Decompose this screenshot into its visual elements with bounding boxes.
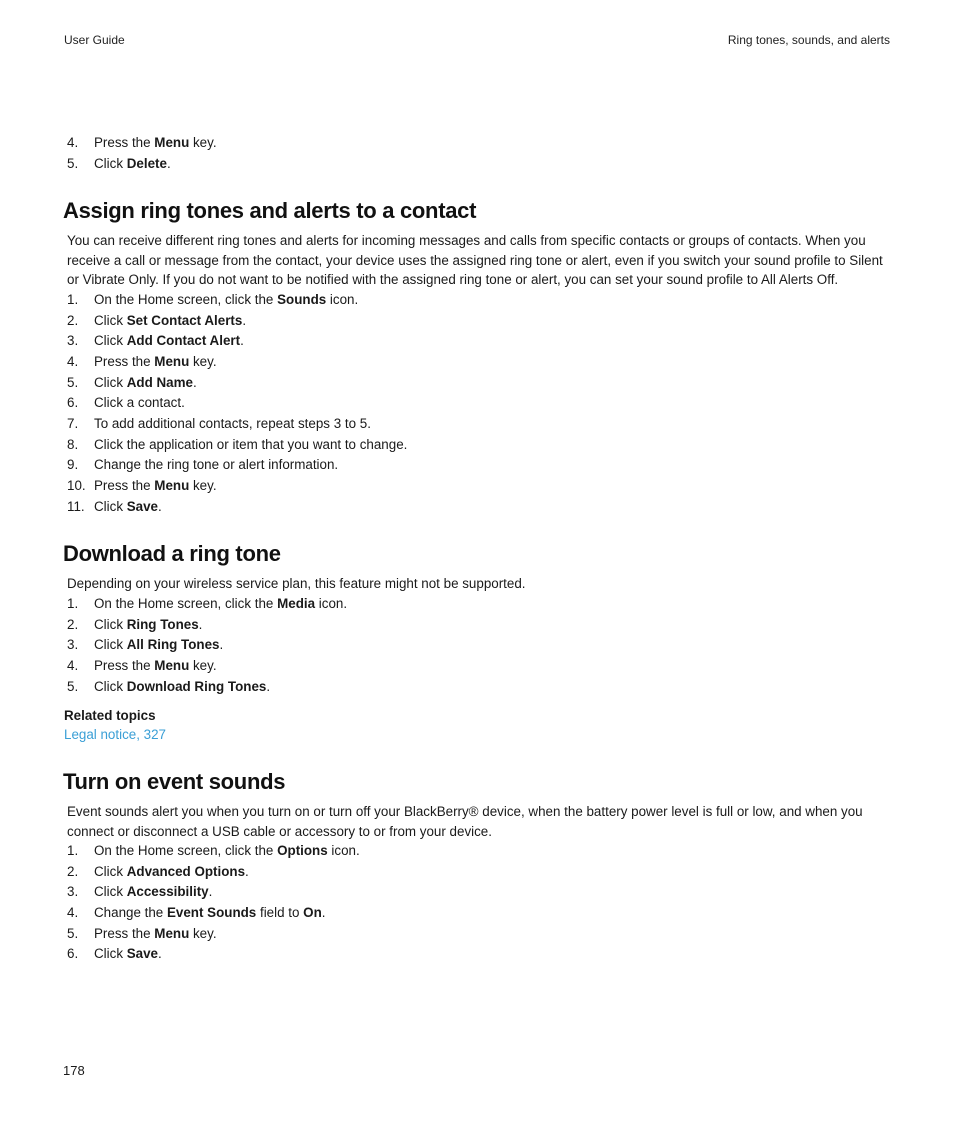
- section-paragraph: You can receive different ring tones and alerts for incoming messages and calls from specific contacts or groups of contacts. When you receive a call or message from the contact, your device uses the assigned ring tone or alert, even if you switch your sound profile to Silent or Vibrate Only. If you do not want to be notified with the assigned ring tone or alert, you can set your sound profile to All Alerts Off.: [67, 233, 883, 287]
- list-item: 2. Click Set Contact Alerts.: [67, 313, 247, 328]
- list-item: 5. Press the Menu key.: [67, 926, 217, 941]
- section-paragraph: Event sounds alert you when you turn on or turn off your BlackBerry® device, when the battery power level is full or low, and when you connect or disconnect a USB cable or accessory to or from your device.: [67, 804, 863, 839]
- step-number: 4.: [67, 135, 79, 150]
- section-heading-event-sounds: Turn on event sounds: [63, 769, 286, 794]
- list-item: 3. Click Accessibility.: [67, 884, 213, 899]
- section-paragraph: Depending on your wireless service plan, this feature might not be supported.: [67, 576, 526, 591]
- list-item: 11. Click Save.: [67, 499, 162, 514]
- list-item: 9. Change the ring tone or alert information.: [67, 457, 339, 472]
- list-item: 1. On the Home screen, click the Options icon.: [67, 843, 360, 858]
- list-item: 2. Click Ring Tones.: [67, 617, 203, 632]
- running-header-left: User Guide: [64, 33, 125, 47]
- list-item: 3. Click All Ring Tones.: [67, 637, 224, 652]
- list-item: 1. On the Home screen, click the Sounds icon.: [67, 292, 359, 307]
- running-header-right: Ring tones, sounds, and alerts: [727, 33, 890, 47]
- list-item: 4. Press the Menu key.: [67, 354, 217, 369]
- list-item: 6. Click Save.: [67, 946, 162, 961]
- list-item: 4. Press the Menu key.: [67, 658, 217, 673]
- section-heading-download-ring-tone: Download a ring tone: [63, 541, 281, 566]
- step-number: 5.: [67, 156, 79, 171]
- list-item: 2. Click Advanced Options.: [67, 864, 249, 879]
- related-topics-heading: Related topics: [64, 708, 156, 723]
- list-item: 3. Click Add Contact Alert.: [67, 333, 244, 348]
- list-item: 1. On the Home screen, click the Media icon.: [67, 596, 348, 611]
- list-item: 5. Click Download Ring Tones.: [67, 679, 271, 694]
- list-item: 8. Click the application or item that you want to change.: [67, 437, 408, 452]
- list-item: 4. Change the Event Sounds field to On.: [67, 905, 326, 920]
- page-number: 178: [63, 1063, 85, 1078]
- list-item: 5. Click Add Name.: [67, 375, 197, 390]
- list-item: 5. Click Delete.: [67, 156, 171, 171]
- list-item: 10. Press the Menu key.: [67, 478, 217, 493]
- list-item: 7. To add additional contacts, repeat steps 3 to 5.: [67, 416, 371, 431]
- section-heading-assign-ring-tones: Assign ring tones and alerts to a contact: [63, 198, 477, 223]
- list-item: 6. Click a contact.: [67, 395, 185, 410]
- list-item: 4. Press the Menu key.: [67, 135, 217, 150]
- legal-notice-link[interactable]: Legal notice, 327: [64, 727, 166, 742]
